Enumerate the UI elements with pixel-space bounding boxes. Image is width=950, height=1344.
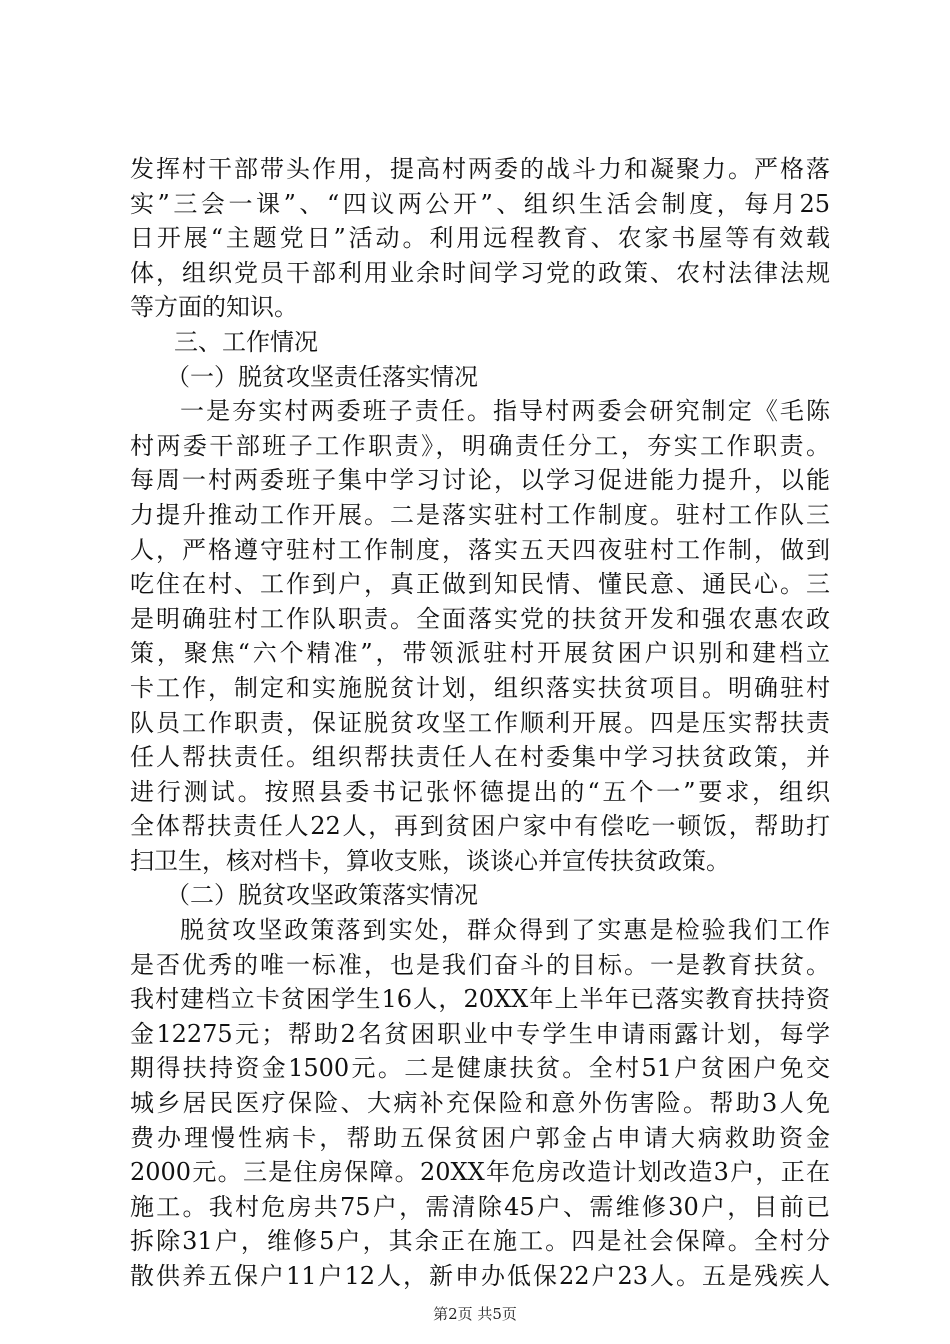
body-line: 策，聚焦“六个精准”，带领派驻村开展贫困户识别和建档立 [130,639,830,668]
subsection-heading: （一）脱贫攻坚责任落实情况 [166,362,478,391]
body-line: 拆除31户，维修5户，其余正在施工。四是社会保障。全村分 [130,1227,830,1256]
body-line: 发挥村干部带头作用，提高村两委的战斗力和凝聚力。严格落 [130,155,830,183]
body-line: 力提升推动工作开展。二是落实驻村工作制度。驻村工作队三 [130,500,830,529]
body-line: 全体帮扶责任人22人，再到贫困户家中有偿吃一顿饭，帮助打 [130,812,830,841]
body-line: 我村建档立卡贫困学生16人，20XX年上半年已落实教育扶持资 [130,985,830,1014]
subsection-heading: （二）脱贫攻坚政策落实情况 [166,881,478,910]
body-line: 进行测试。按照县委书记张怀德提出的“五个一”要求，组织 [130,777,830,806]
body-line: 等方面的知识。 [130,293,298,322]
body-line: 实”三会一课”、“四议两公开”、组织生活会制度，每月25 [130,189,830,218]
body-line: 是否优秀的唯一标准，也是我们奋斗的目标。一是教育扶贫。 [130,950,830,979]
body-line: 2000元。三是住房保障。20XX年危房改造计划改造3户，正在 [130,1158,830,1187]
body-line: 队员工作职责，保证脱贫攻坚工作顺利开展。四是压实帮扶责 [130,708,830,737]
body-line: 任人帮扶责任。组织帮扶责任人在村委集中学习扶贫政策，并 [130,743,830,772]
body-line: 扫卫生，核对档卡，算收支账，谈谈心并宣传扶贫政策。 [130,846,730,875]
page-number-footer: 第2页 共5页 [433,1305,517,1323]
body-line: 村两委干部班子工作职责》，明确责任分工，夯实工作职责。 [130,431,830,460]
body-line: 日开展“主题党日”活动。利用远程教育、农家书屋等有效载 [130,224,830,253]
body-line: 城乡居民医疗保险、大病补充保险和意外伤害险。帮助3人免 [130,1089,830,1118]
document-body [130,152,830,1294]
body-line: 吃住在村、工作到户，真正做到知民情、懂民意、通民心。三 [130,570,830,599]
paragraph-first-line: 脱贫攻坚政策落到实处，群众得到了实惠是检验我们工作 [180,916,830,945]
body-line: 是明确驻村工作队职责。全面落实党的扶贫开发和强农惠农政 [130,604,830,633]
body-line: 人，严格遵守驻村工作制度，落实五天四夜驻村工作制，做到 [130,535,830,564]
body-line: 散供养五保户11户12人，新申办低保22户23人。五是残疾人 [130,1262,830,1290]
body-line: 费办理慢性病卡，帮助五保贫困户郭金占申请大病救助资金 [130,1123,830,1152]
body-line: 金12275元；帮助2名贫困职业中专学生申请雨露计划，每学 [130,1019,830,1048]
body-line: 期得扶持资金1500元。二是健康扶贫。全村51户贫困户免交 [130,1054,830,1083]
body-line: 体，组织党员干部利用业余时间学习党的政策、农村法律法规 [130,258,830,287]
body-line: 卡工作，制定和实施脱贫计划，组织落实扶贫项目。明确驻村 [130,673,830,702]
body-line: 施工。我村危房共75户，需清除45户、需维修30户，目前已 [130,1192,830,1221]
body-line: 每周一村两委班子集中学习讨论，以学习促进能力提升，以能 [130,466,830,495]
paragraph-first-line: 一是夯实村两委班子责任。指导村两委会研究制定《毛陈 [180,397,830,426]
section-heading: 三、工作情况 [174,327,318,356]
